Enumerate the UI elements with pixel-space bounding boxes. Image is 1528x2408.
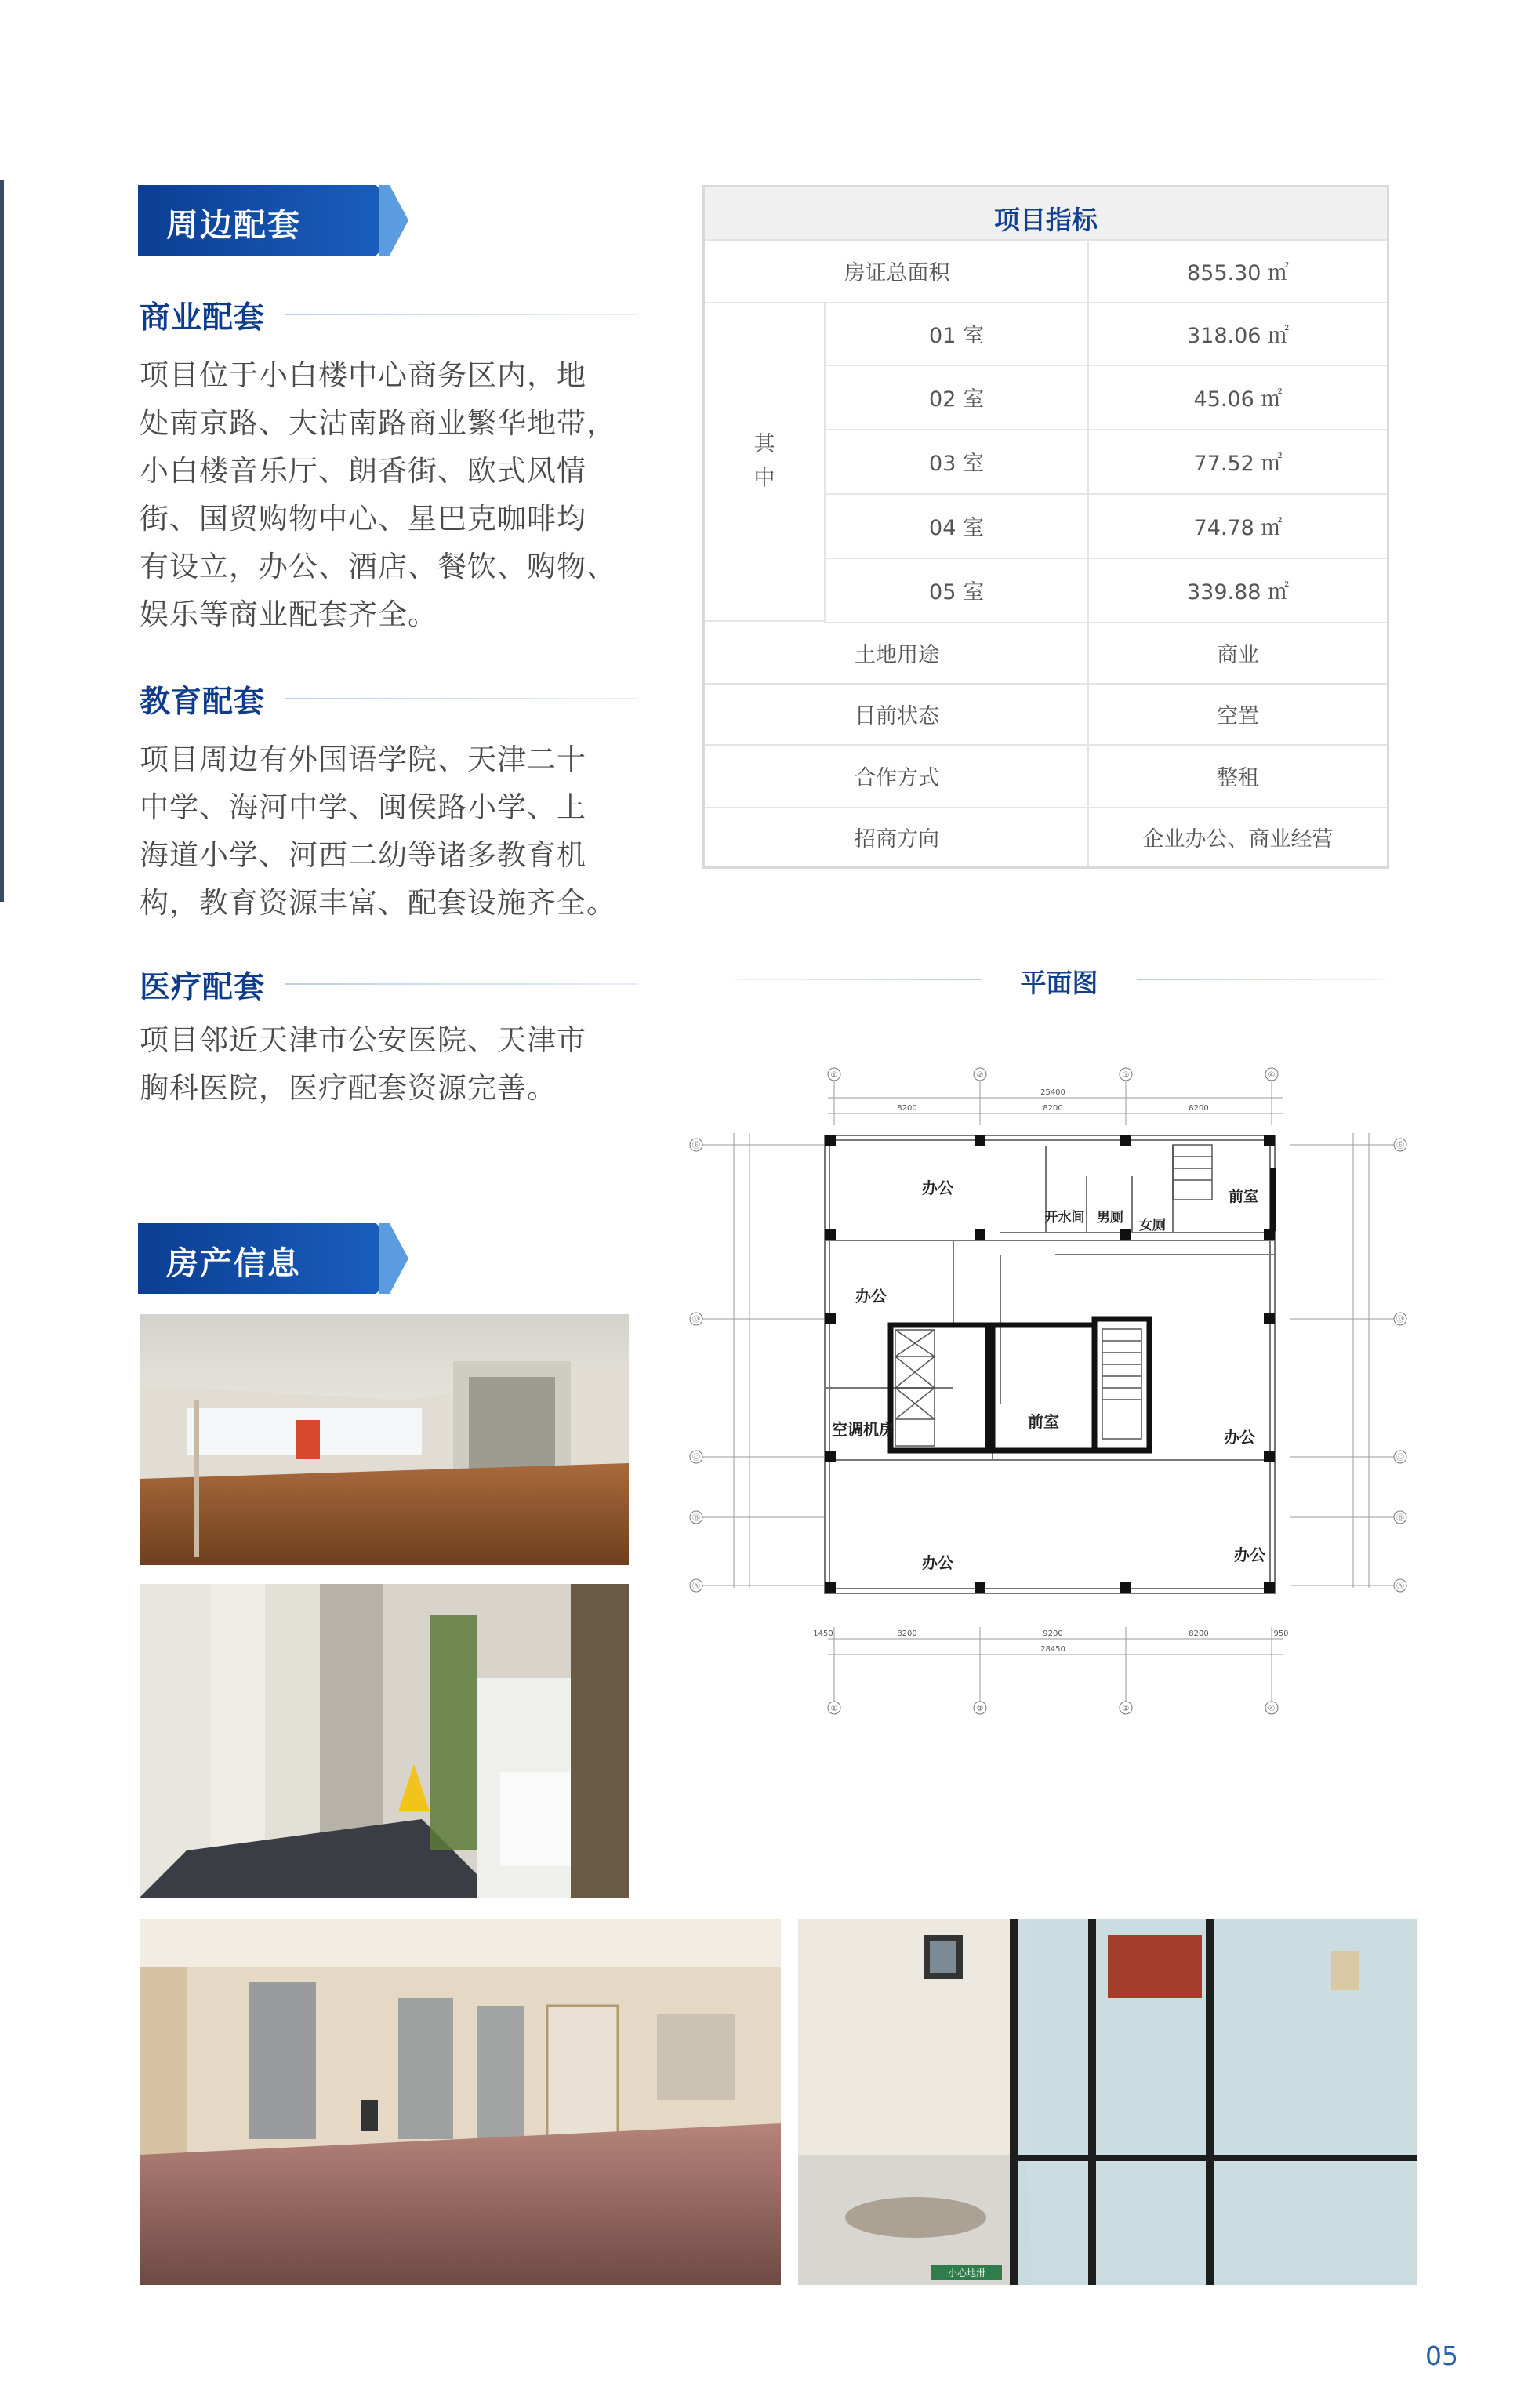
table-cell-label: 合作方式 xyxy=(855,765,939,790)
text-line: 海道小学、河西二幼等诸多教育机 xyxy=(140,838,586,872)
text-line: 胸科医院，医疗配套资源完善。 xyxy=(140,1071,557,1105)
axis-label: Ⓔ xyxy=(692,1142,700,1150)
axis-label: Ⓒ xyxy=(692,1454,700,1462)
text-line: 小白楼音乐厅、朗香街、欧式风情 xyxy=(140,454,586,488)
table-cell-value: 整租 xyxy=(1217,765,1259,790)
text-line: 娱乐等商业配套齐全。 xyxy=(140,597,437,631)
table-cell-area: 339.88 ㎡ xyxy=(1186,579,1290,605)
dimension-label: 1450 xyxy=(813,1629,833,1638)
commercial-paragraph xyxy=(140,351,632,638)
axis-label: ③ xyxy=(1122,1071,1130,1080)
dimension-label: 8200 xyxy=(897,1629,917,1638)
subheading-medical xyxy=(140,963,641,1005)
axis-label: ① xyxy=(830,1705,838,1713)
dimension-label: 8200 xyxy=(1189,1629,1209,1638)
table-cell-value: 空置 xyxy=(1217,703,1259,728)
table-row xyxy=(705,807,1387,866)
dimension-label: 8200 xyxy=(897,1104,917,1113)
restroom-photo xyxy=(140,1584,629,1898)
floor-plan-title: 平面图 xyxy=(1020,968,1098,998)
table-group-label: 其 中 xyxy=(753,432,775,491)
table-cell-value: 企业办公、商业经营 xyxy=(1142,826,1334,852)
axis-label: Ⓒ xyxy=(1396,1454,1404,1462)
room-label: 空调机房 xyxy=(832,1420,895,1439)
table-row xyxy=(705,683,1387,746)
text-line: 有设立，办公、酒店、餐饮、购物、 xyxy=(140,550,616,583)
subheading-text: 商业配套 xyxy=(140,300,266,336)
open-office-photo xyxy=(140,1314,629,1565)
axis-label: Ⓑ xyxy=(1396,1514,1404,1523)
room-label: 办公 xyxy=(922,1553,953,1572)
table-row xyxy=(824,558,1387,623)
room-label: 女厕 xyxy=(1139,1218,1166,1233)
room-label: 办公 xyxy=(922,1179,953,1197)
room-label: 男厕 xyxy=(1097,1210,1123,1226)
axis-label: Ⓓ xyxy=(1396,1316,1404,1324)
subheading-text: 教育配套 xyxy=(140,685,266,720)
section-banner-property xyxy=(138,1223,408,1294)
axis-label: ④ xyxy=(1268,1705,1276,1713)
project-spec-table xyxy=(702,185,1389,869)
glass-partition-photo xyxy=(798,1919,1417,2285)
axis-label: Ⓔ xyxy=(1396,1142,1404,1150)
table-cell-label: 目前状态 xyxy=(855,703,939,728)
axis-label: ② xyxy=(976,1071,984,1080)
dimension-label: 8200 xyxy=(1189,1104,1209,1113)
dimension-label: 950 xyxy=(1273,1629,1289,1638)
table-row xyxy=(824,302,1387,366)
banner-title: 周边配套 xyxy=(166,206,301,244)
medical-paragraph xyxy=(140,1016,632,1112)
axis-label: Ⓐ xyxy=(692,1582,700,1591)
subheading-text: 医疗配套 xyxy=(140,970,266,1005)
table-cell-room: 02 室 xyxy=(929,387,984,412)
table-row xyxy=(705,622,1387,685)
table-cell-label: 土地用途 xyxy=(855,642,939,667)
room-label: 办公 xyxy=(1234,1545,1265,1564)
table-cell-value: 商业 xyxy=(1217,642,1259,667)
text-line: 项目位于小白楼中心商务区内，地 xyxy=(140,358,586,392)
dimension-label: 25400 xyxy=(1040,1088,1065,1097)
table-header xyxy=(705,187,1387,241)
subheading-education xyxy=(140,677,641,720)
axis-label: ② xyxy=(976,1705,984,1713)
dimension-label: 9200 xyxy=(1043,1629,1063,1638)
page-edge-bar xyxy=(0,180,4,902)
axis-label: ④ xyxy=(1268,1071,1276,1080)
axis-label: ① xyxy=(830,1071,838,1080)
banner-title: 房产信息 xyxy=(166,1244,301,1282)
room-label: 前室 xyxy=(1028,1412,1059,1431)
education-paragraph xyxy=(140,735,632,927)
room-label: 前室 xyxy=(1228,1188,1259,1205)
room-label: 办公 xyxy=(1224,1428,1255,1447)
text-line: 构，教育资源丰富、配套设施齐全。 xyxy=(140,886,616,920)
text-line: 项目周边有外国语学院、天津二十 xyxy=(140,743,586,776)
axis-label: Ⓑ xyxy=(692,1514,700,1523)
elevator-lobby-photo xyxy=(140,1919,781,2285)
table-row xyxy=(705,239,1387,303)
table-title: 项目指标 xyxy=(994,205,1098,235)
text-line: 中学、海河中学、闽侯路小学、上 xyxy=(140,790,586,824)
section-banner-surroundings xyxy=(138,185,408,256)
text-line: 处南京路、大沽南路商业繁华地带， xyxy=(140,406,616,440)
table-row xyxy=(824,429,1387,495)
table-cell-area: 45.06 ㎡ xyxy=(1193,387,1283,412)
table-cell-label: 房证总面积 xyxy=(844,260,950,285)
subheading-commercial xyxy=(140,293,641,336)
axis-label: Ⓐ xyxy=(1396,1582,1404,1591)
table-cell-room: 05 室 xyxy=(929,579,984,605)
dimension-label: 8200 xyxy=(1043,1104,1063,1113)
text-line: 街、国贸购物中心、星巴克咖啡均 xyxy=(140,502,586,536)
table-cell-value: 855.30 ㎡ xyxy=(1186,260,1290,285)
text-line: 项目邻近天津市公安医院、天津市 xyxy=(140,1023,586,1057)
table-cell-room: 04 室 xyxy=(929,515,984,540)
table-cell-label: 招商方向 xyxy=(855,826,939,852)
floor-plan-drawing xyxy=(687,1027,1408,1843)
floor-plan-heading xyxy=(734,963,1385,998)
table-cell-area: 318.06 ㎡ xyxy=(1186,323,1290,348)
table-cell-room: 01 室 xyxy=(929,323,984,348)
page-number: 05 xyxy=(1425,2341,1458,2371)
table-row xyxy=(824,365,1387,430)
room-label: 开水间 xyxy=(1044,1210,1085,1226)
table-cell-area: 74.78 ㎡ xyxy=(1193,515,1283,540)
table-cell-area: 77.52 ㎡ xyxy=(1193,451,1283,476)
axis-label: Ⓓ xyxy=(692,1316,700,1324)
axis-label: ③ xyxy=(1122,1705,1130,1713)
table-row xyxy=(824,493,1387,559)
table-row xyxy=(705,744,1387,808)
dimension-label: 28450 xyxy=(1040,1645,1065,1654)
floor-sign-text: 小心地滑 xyxy=(947,2268,986,2279)
table-cell-room: 03 室 xyxy=(929,451,984,476)
room-label: 办公 xyxy=(855,1287,887,1306)
